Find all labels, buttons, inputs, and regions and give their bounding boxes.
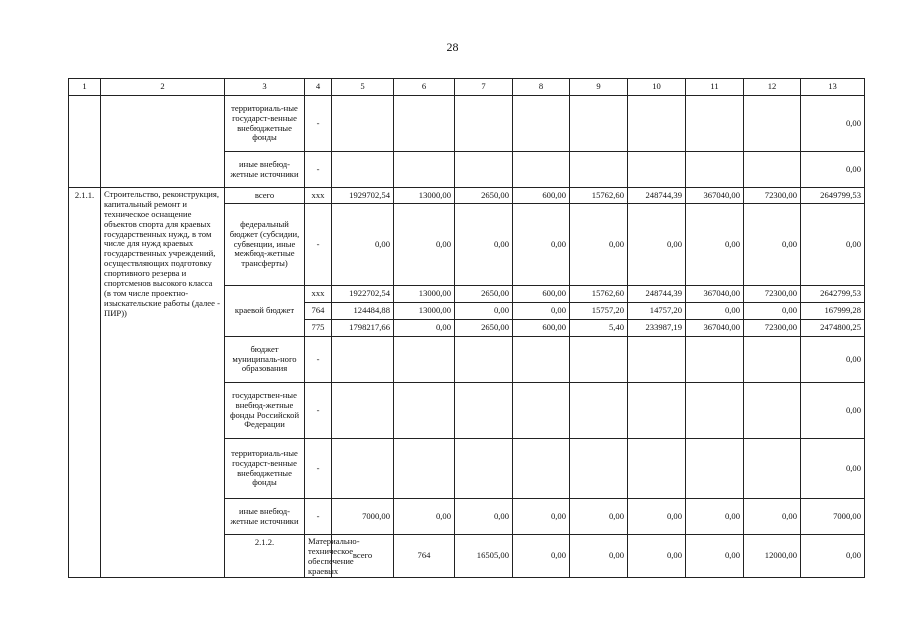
value-cell: [332, 383, 394, 439]
total-cell: 7000,00: [801, 499, 865, 535]
value-cell: [628, 152, 686, 188]
header-cell: 3: [225, 79, 305, 96]
item-number: 2.1.1.: [69, 188, 101, 578]
value-cell: 12000,00: [744, 535, 801, 578]
value-cell: 0,00: [744, 204, 801, 286]
code-cell: 764: [305, 303, 332, 320]
value-cell: 233987,19: [628, 320, 686, 337]
table-row: [69, 188, 865, 204]
header-cell: 9: [570, 79, 628, 96]
value-cell: 248744,39: [628, 188, 686, 204]
value-cell: 16505,00: [455, 535, 513, 578]
value-cell: 0,00: [455, 499, 513, 535]
value-cell: [628, 383, 686, 439]
empty-cell: [69, 96, 101, 188]
value-cell: 0,00: [570, 535, 628, 578]
value-cell: 0,00: [513, 535, 570, 578]
table-row: [69, 96, 865, 152]
code-cell: -: [305, 337, 332, 383]
value-cell: 0,00: [628, 535, 686, 578]
value-cell: [332, 337, 394, 383]
value-cell: 1929702,54: [332, 188, 394, 204]
value-cell: 0,00: [744, 303, 801, 320]
value-cell: 0,00: [570, 499, 628, 535]
total-cell: 0,00: [801, 204, 865, 286]
funding-source-cell: федеральный бюджет (субсидии, субвенции, иные межбюд-жетные трансферты): [225, 204, 305, 286]
funding-source-cell: бюджет муниципаль-ного образования: [225, 337, 305, 383]
value-cell: 0,00: [513, 303, 570, 320]
header-cell: 7: [455, 79, 513, 96]
value-cell: [686, 96, 744, 152]
value-cell: 15762,60: [570, 286, 628, 303]
code-cell: -: [305, 499, 332, 535]
value-cell: [394, 439, 455, 499]
funding-source-cell: территориаль-ные государст-венные внебюджетные фонды: [225, 439, 305, 499]
item-description: Материально-техническое обеспечение краевых: [305, 535, 332, 578]
value-cell: [744, 439, 801, 499]
value-cell: 72300,00: [744, 320, 801, 337]
code-cell: xxx: [305, 188, 332, 204]
value-cell: 0,00: [513, 204, 570, 286]
code-cell: -: [305, 383, 332, 439]
value-cell: 0,00: [570, 204, 628, 286]
value-cell: 367040,00: [686, 188, 744, 204]
value-cell: 0,00: [332, 204, 394, 286]
header-cell: 6: [394, 79, 455, 96]
value-cell: 1922702,54: [332, 286, 394, 303]
value-cell: 13000,00: [394, 188, 455, 204]
total-cell: 2474800,25: [801, 320, 865, 337]
value-cell: [394, 383, 455, 439]
funding-source-cell: иные внебюд-жетные источники: [225, 152, 305, 188]
total-cell: 0,00: [801, 96, 865, 152]
value-cell: [744, 152, 801, 188]
value-cell: [513, 383, 570, 439]
value-cell: [686, 439, 744, 499]
value-cell: 72300,00: [744, 188, 801, 204]
page-number: 28: [446, 40, 459, 54]
code-cell: xxx: [305, 286, 332, 303]
value-cell: [570, 383, 628, 439]
funding-source-cell: всего: [225, 188, 305, 204]
value-cell: 367040,00: [686, 286, 744, 303]
value-cell: [686, 383, 744, 439]
value-cell: 600,00: [513, 188, 570, 204]
value-cell: 15762,60: [570, 188, 628, 204]
value-cell: [455, 96, 513, 152]
value-cell: [455, 152, 513, 188]
value-cell: [570, 96, 628, 152]
header-cell: 4: [305, 79, 332, 96]
value-cell: [513, 152, 570, 188]
header-cell: 11: [686, 79, 744, 96]
total-cell: 2649799,53: [801, 188, 865, 204]
value-cell: [744, 383, 801, 439]
value-cell: [628, 96, 686, 152]
value-cell: 0,00: [628, 204, 686, 286]
value-cell: [513, 439, 570, 499]
item-number: 2.1.2.: [225, 535, 305, 578]
header-cell: 5: [332, 79, 394, 96]
value-cell: 0,00: [686, 499, 744, 535]
funding-source-cell: всего: [332, 535, 394, 578]
value-cell: 5,40: [570, 320, 628, 337]
total-cell: 0,00: [801, 439, 865, 499]
total-cell: 0,00: [801, 152, 865, 188]
funding-source-cell: территориаль-ные государст-венные внебюджетные фонды: [225, 96, 305, 152]
code-cell: -: [305, 152, 332, 188]
value-cell: 1798217,66: [332, 320, 394, 337]
total-cell: 167999,28: [801, 303, 865, 320]
value-cell: 0,00: [801, 535, 865, 578]
code-cell: -: [305, 204, 332, 286]
value-cell: [744, 96, 801, 152]
total-cell: 0,00: [801, 383, 865, 439]
value-cell: 367040,00: [686, 320, 744, 337]
total-cell: 2642799,53: [801, 286, 865, 303]
value-cell: [686, 152, 744, 188]
value-cell: 600,00: [513, 320, 570, 337]
header-cell: 2: [101, 79, 225, 96]
value-cell: [570, 337, 628, 383]
value-cell: 0,00: [513, 499, 570, 535]
empty-cell: [101, 96, 225, 188]
value-cell: 2650,00: [455, 320, 513, 337]
value-cell: [744, 337, 801, 383]
value-cell: 0,00: [686, 204, 744, 286]
value-cell: 13000,00: [394, 286, 455, 303]
value-cell: [332, 439, 394, 499]
value-cell: [394, 152, 455, 188]
code-cell: -: [305, 439, 332, 499]
value-cell: 15757,20: [570, 303, 628, 320]
value-cell: 0,00: [455, 204, 513, 286]
value-cell: 248744,39: [628, 286, 686, 303]
value-cell: 0,00: [686, 535, 744, 578]
value-cell: [570, 439, 628, 499]
header-cell: 13: [801, 79, 865, 96]
value-cell: [686, 337, 744, 383]
value-cell: 0,00: [455, 303, 513, 320]
value-cell: [513, 337, 570, 383]
code-cell: 764: [394, 535, 455, 578]
value-cell: 600,00: [513, 286, 570, 303]
total-cell: 0,00: [801, 337, 865, 383]
header-cell: 12: [744, 79, 801, 96]
value-cell: [394, 96, 455, 152]
value-cell: 0,00: [686, 303, 744, 320]
funding-source-cell: государствен-ные внебюд-жетные фонды Российской Федерации: [225, 383, 305, 439]
value-cell: 2650,00: [455, 188, 513, 204]
value-cell: [628, 439, 686, 499]
value-cell: 124484,88: [332, 303, 394, 320]
value-cell: [628, 337, 686, 383]
value-cell: 0,00: [744, 499, 801, 535]
value-cell: 0,00: [394, 499, 455, 535]
value-cell: [570, 152, 628, 188]
code-cell: -: [305, 96, 332, 152]
code-cell: 775: [305, 320, 332, 337]
value-cell: 0,00: [394, 204, 455, 286]
value-cell: 2650,00: [455, 286, 513, 303]
value-cell: [455, 439, 513, 499]
header-cell: 1: [69, 79, 101, 96]
value-cell: 0,00: [394, 320, 455, 337]
value-cell: 13000,00: [394, 303, 455, 320]
value-cell: 72300,00: [744, 286, 801, 303]
value-cell: [332, 152, 394, 188]
value-cell: [513, 96, 570, 152]
item-description: Строительство, реконструкция, капитальный ремонт и техническое оснащение объектов спорта для краевых государственных нужд, в том числе для нужд краевых государственных учреждений, осуществляющих подготовку спортивного резерва и спортсменов высокого класса (в том числе проектно-изыскательские работы (далее - ПИР)): [101, 188, 225, 578]
value-cell: [394, 337, 455, 383]
value-cell: 0,00: [628, 499, 686, 535]
value-cell: [455, 383, 513, 439]
header-row: [69, 79, 865, 96]
header-cell: 8: [513, 79, 570, 96]
funding-source-cell: краевой бюджет: [225, 286, 305, 337]
value-cell: 14757,20: [628, 303, 686, 320]
header-cell: 10: [628, 79, 686, 96]
value-cell: [455, 337, 513, 383]
value-cell: 7000,00: [332, 499, 394, 535]
value-cell: [332, 96, 394, 152]
budget-table: [68, 78, 865, 578]
funding-source-cell: иные внебюд-жетные источники: [225, 499, 305, 535]
